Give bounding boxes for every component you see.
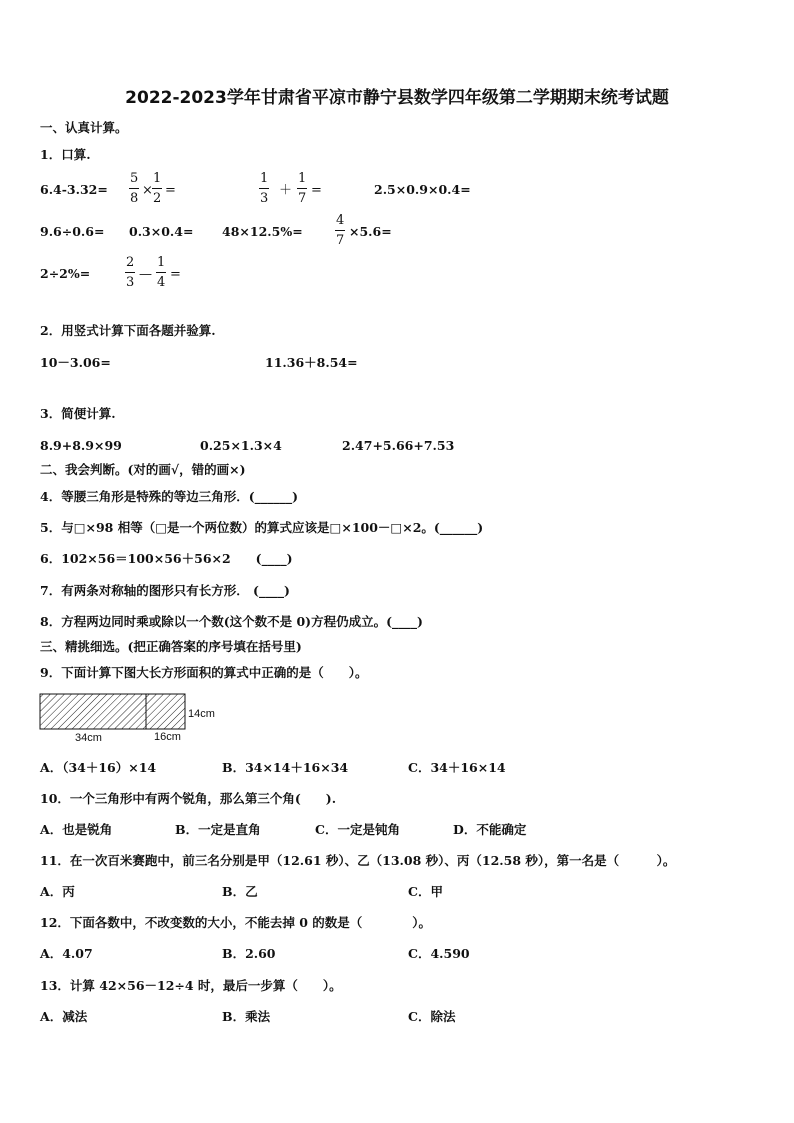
fraction [156, 256, 166, 289]
q12-option-a: A．4.07 [40, 946, 93, 961]
section-heading-3: 三、精挑细选。(把正确答案的序号填在括号里) [40, 639, 302, 654]
q9-option-b: B．34×14＋16×34 [222, 760, 349, 775]
q1-r1-d: 2.5×0.9×0.4= [374, 182, 471, 197]
fraction [129, 172, 139, 205]
q1-r1-a: 6.4-3.32= [40, 182, 108, 197]
q3-a: 8.9+8.9×99 [40, 438, 122, 453]
question-10-stem: 10．一个三角形中有两个锐角，那么第三个角( ). [40, 791, 337, 806]
denominator: 7 [336, 233, 345, 248]
q12-option-c: C．4.590 [408, 946, 470, 961]
denominator: 3 [260, 191, 269, 206]
numerator: 5 [130, 171, 139, 186]
fraction [259, 172, 269, 205]
numerator: 1 [298, 171, 307, 186]
question-9-stem: 9．下面计算下图大长方形面积的算式中正确的是（ ）。 [40, 665, 368, 680]
figure-left-width-label: 34cm [75, 732, 102, 744]
q2-a: 10－3.06= [40, 355, 111, 370]
q10-option-c: C．一定是钝角 [315, 822, 400, 837]
equals: = [311, 183, 322, 198]
equals: = [165, 183, 176, 198]
q13-option-b: B．乘法 [222, 1009, 271, 1024]
q1-r2-b: 0.3×0.4= [129, 224, 194, 239]
q1-r2-a: 9.6÷0.6= [40, 224, 105, 239]
q2-b: 11.36＋8.54= [265, 355, 358, 370]
q13-option-c: C．除法 [408, 1009, 456, 1024]
q12-option-b: B．2.60 [222, 946, 276, 961]
figure-right-width-label: 16cm [154, 731, 181, 743]
question-11-stem: 11．在一次百米赛跑中，前三名分别是甲（12.61 秒）、乙（13.08 秒）、丙（12.58 秒），第一名是（ ）。 [40, 853, 676, 868]
left-hatched-rect [40, 694, 185, 729]
question-6: 6．102×56＝100×56＋56×2 (____) [40, 551, 293, 566]
operator: × [142, 183, 153, 198]
page-title: 2022-2023学年甘肃省平凉市静宁县数学四年级第二学期期末统考试题 [125, 88, 669, 108]
q3-c: 2.47+5.66+7.53 [342, 438, 455, 453]
question-1-label: 1．口算. [40, 147, 91, 162]
q11-option-b: B．乙 [222, 884, 258, 899]
q1-r3-a: 2÷2%= [40, 266, 91, 281]
q1-r2-d-rest: ×5.6= [349, 224, 392, 239]
numerator: 1 [157, 255, 166, 270]
section-heading-2: 二、我会判断。(对的画√，错的画×) [40, 462, 246, 477]
question-8: 8．方程两边同时乘或除以一个数(这个数不是 0)方程仍成立。(____) [40, 614, 423, 629]
q13-option-a: A．减法 [40, 1009, 88, 1024]
denominator: 8 [130, 191, 139, 206]
denominator: 4 [157, 275, 166, 290]
numerator: 1 [260, 171, 269, 186]
question-7: 7．有两条对称轴的图形只有长方形． (____) [40, 583, 290, 598]
q3-b: 0.25×1.3×4 [200, 438, 282, 453]
numerator: 1 [153, 171, 162, 186]
question-4: 4．等腰三角形是特殊的等边三角形．(______) [40, 489, 299, 504]
numerator: 2 [126, 255, 135, 270]
section-heading-1: 一、认真计算。 [40, 120, 128, 135]
q10-option-d: D．不能确定 [453, 822, 527, 837]
fraction [297, 172, 307, 205]
q9-option-a: A．（34＋16）×14 [40, 760, 157, 775]
q11-option-c: C．甲 [408, 884, 443, 899]
denominator: 3 [126, 275, 135, 290]
q10-option-b: B．一定是直角 [175, 822, 261, 837]
operator: — [139, 267, 152, 282]
operator: ＋ [279, 183, 293, 198]
q9-option-c: C．34＋16×14 [408, 760, 506, 775]
fraction [335, 214, 345, 247]
numerator: 4 [336, 213, 345, 228]
figure-height-label: 14cm [188, 708, 215, 720]
q10-option-a: A．也是锐角 [40, 822, 113, 837]
fraction [152, 172, 162, 205]
question-5: 5．与□×98 相等（□是一个两位数）的算式应该是□×100－□×2。(______) [40, 520, 484, 535]
equals: = [170, 267, 181, 282]
q11-option-a: A．丙 [40, 884, 75, 899]
question-2-label: 2．用竖式计算下面各题并验算. [40, 323, 216, 338]
fraction [125, 256, 135, 289]
question-3-label: 3．简便计算. [40, 406, 116, 421]
question-12-stem: 12．下面各数中，不改变数的大小，不能去掉 0 的数是（ ）。 [40, 915, 432, 930]
denominator: 2 [153, 191, 162, 206]
question-13-stem: 13．计算 42×56－12÷4 时，最后一步算（ ）。 [40, 978, 342, 993]
denominator: 7 [298, 191, 307, 206]
q1-r2-c: 48×12.5%= [222, 224, 303, 239]
